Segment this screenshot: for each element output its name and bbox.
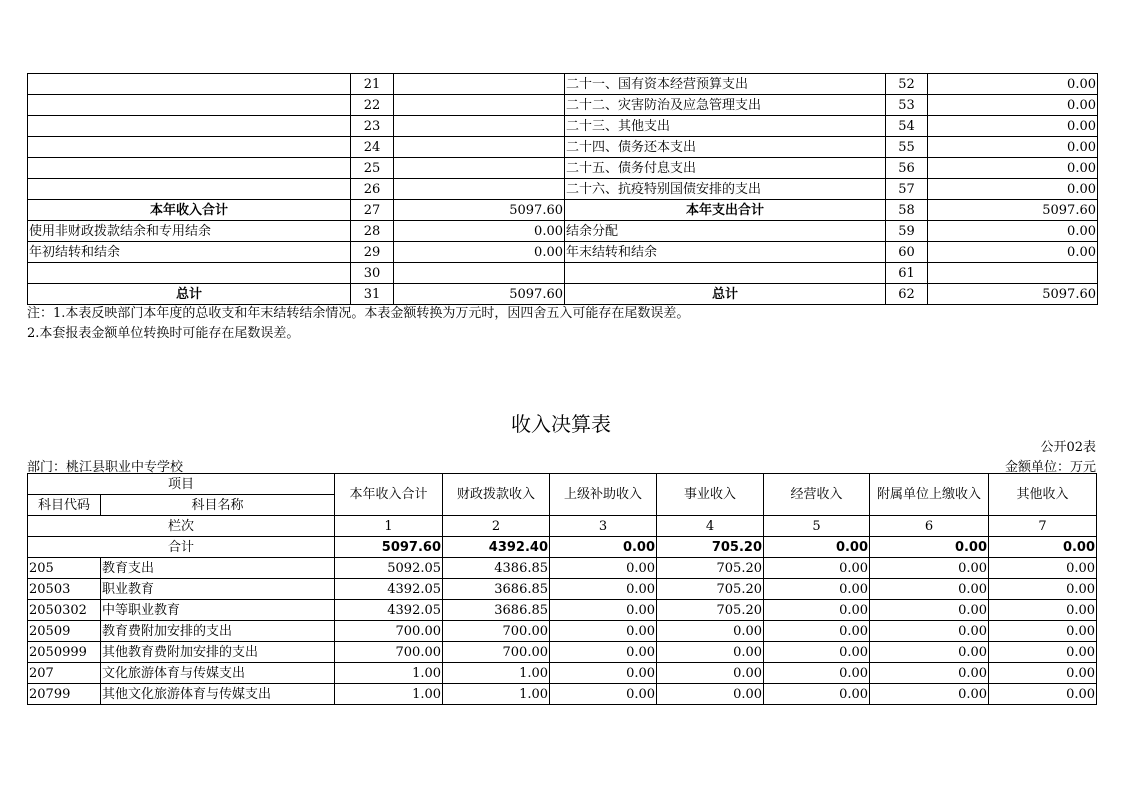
amount-cell: 0.00 — [764, 579, 870, 600]
line-number: 62 — [886, 284, 928, 305]
left-label: 总计 — [28, 284, 351, 305]
header-row-1 — [28, 474, 1097, 495]
right-label: 二十四、债务还本支出 — [565, 137, 886, 158]
subject-code: 2050302 — [28, 600, 101, 621]
col-num: 7 — [989, 516, 1097, 537]
total-value: 0.00 — [989, 537, 1097, 558]
subject-code: 205 — [28, 558, 101, 579]
amount-cell: 1.00 — [335, 663, 443, 684]
amount-cell: 0.00 — [870, 558, 989, 579]
column-number-row — [28, 516, 1097, 537]
total-value: 705.20 — [657, 537, 764, 558]
total-row — [28, 537, 1097, 558]
table-row — [28, 684, 1097, 705]
header-name: 科目名称 — [101, 495, 335, 516]
total-value: 4392.40 — [443, 537, 550, 558]
right-label: 本年支出合计 — [565, 200, 886, 221]
left-label — [28, 116, 351, 137]
line-number: 59 — [886, 221, 928, 242]
header-col-6: 附属单位上缴收入 — [870, 474, 989, 516]
col-num: 1 — [335, 516, 443, 537]
line-number: 52 — [886, 74, 928, 95]
table-row — [28, 663, 1097, 684]
table-row — [28, 158, 1098, 179]
right-amount: 0.00 — [928, 242, 1098, 263]
table-row — [28, 284, 1098, 305]
right-amount: 0.00 — [928, 158, 1098, 179]
left-amount — [394, 116, 565, 137]
amount-cell: 0.00 — [870, 600, 989, 621]
amount-cell: 0.00 — [764, 642, 870, 663]
table-row — [28, 74, 1098, 95]
left-label — [28, 74, 351, 95]
table-row — [28, 95, 1098, 116]
left-amount: 5097.60 — [394, 200, 565, 221]
subject-name: 教育支出 — [101, 558, 335, 579]
header-col-1: 本年收入合计 — [335, 474, 443, 516]
amount-cell: 0.00 — [989, 558, 1097, 579]
amount-cell: 0.00 — [550, 579, 657, 600]
amount-cell: 0.00 — [764, 663, 870, 684]
summary-table — [27, 73, 1098, 305]
amount-cell: 0.00 — [870, 621, 989, 642]
subject-name: 职业教育 — [101, 579, 335, 600]
right-amount: 0.00 — [928, 179, 1098, 200]
amount-cell: 705.20 — [657, 600, 764, 621]
right-amount: 5097.60 — [928, 284, 1098, 305]
table-row — [28, 200, 1098, 221]
right-label — [565, 263, 886, 284]
amount-cell: 4386.85 — [443, 558, 550, 579]
amount-cell: 0.00 — [870, 684, 989, 705]
amount-cell: 0.00 — [989, 600, 1097, 621]
line-number: 21 — [351, 74, 394, 95]
subject-code: 2050999 — [28, 642, 101, 663]
amount-cell: 0.00 — [550, 642, 657, 663]
line-number: 60 — [886, 242, 928, 263]
line-number: 24 — [351, 137, 394, 158]
amount-cell: 0.00 — [989, 642, 1097, 663]
department-label: 部门：桃江县职业中专学校 — [27, 460, 184, 475]
line-number: 29 — [351, 242, 394, 263]
left-label — [28, 179, 351, 200]
subject-code: 207 — [28, 663, 101, 684]
subject-name: 中等职业教育 — [101, 600, 335, 621]
line-number: 23 — [351, 116, 394, 137]
amount-cell: 0.00 — [657, 642, 764, 663]
subject-name: 其他教育费附加安排的支出 — [101, 642, 335, 663]
left-amount: 5097.60 — [394, 284, 565, 305]
left-amount — [394, 263, 565, 284]
left-label — [28, 137, 351, 158]
amount-cell: 0.00 — [550, 684, 657, 705]
subject-code: 20503 — [28, 579, 101, 600]
amount-cell: 700.00 — [335, 621, 443, 642]
amount-cell: 0.00 — [657, 684, 764, 705]
amount-cell: 0.00 — [989, 579, 1097, 600]
left-amount — [394, 137, 565, 158]
line-number: 56 — [886, 158, 928, 179]
left-label: 本年收入合计 — [28, 200, 351, 221]
line-number: 53 — [886, 95, 928, 116]
amount-cell: 0.00 — [989, 684, 1097, 705]
right-label: 二十一、国有资本经营预算支出 — [565, 74, 886, 95]
right-label: 二十三、其他支出 — [565, 116, 886, 137]
amount-cell: 700.00 — [335, 642, 443, 663]
left-label — [28, 263, 351, 284]
subject-code: 20509 — [28, 621, 101, 642]
left-amount — [394, 158, 565, 179]
right-label: 二十二、灾害防治及应急管理支出 — [565, 95, 886, 116]
right-amount — [928, 263, 1098, 284]
line-number: 57 — [886, 179, 928, 200]
col-num: 5 — [764, 516, 870, 537]
right-amount: 0.00 — [928, 116, 1098, 137]
amount-cell: 3686.85 — [443, 579, 550, 600]
table-row — [28, 600, 1097, 621]
table-row — [28, 558, 1097, 579]
line-number: 31 — [351, 284, 394, 305]
table-row — [28, 137, 1098, 158]
col-num: 2 — [443, 516, 550, 537]
amount-cell: 1.00 — [443, 684, 550, 705]
line-number: 58 — [886, 200, 928, 221]
amount-cell: 4392.05 — [335, 579, 443, 600]
col-num: 4 — [657, 516, 764, 537]
notes — [27, 304, 689, 344]
amount-cell: 0.00 — [764, 621, 870, 642]
amount-cell: 705.20 — [657, 558, 764, 579]
right-label: 二十五、债务付息支出 — [565, 158, 886, 179]
table-row — [28, 621, 1097, 642]
total-value: 0.00 — [550, 537, 657, 558]
subject-name: 文化旅游体育与传媒支出 — [101, 663, 335, 684]
form-code: 公开02表 — [1040, 440, 1096, 455]
amount-cell: 4392.05 — [335, 600, 443, 621]
line-number: 22 — [351, 95, 394, 116]
line-number: 28 — [351, 221, 394, 242]
header-col-3: 上级补助收入 — [550, 474, 657, 516]
col-num: 6 — [870, 516, 989, 537]
amount-cell: 0.00 — [870, 642, 989, 663]
amount-cell: 0.00 — [550, 600, 657, 621]
table-row — [28, 263, 1098, 284]
amount-cell: 1.00 — [335, 684, 443, 705]
left-amount — [394, 74, 565, 95]
right-amount: 0.00 — [928, 221, 1098, 242]
header-col-7: 其他收入 — [989, 474, 1097, 516]
left-label — [28, 158, 351, 179]
amount-cell: 0.00 — [764, 558, 870, 579]
right-amount: 0.00 — [928, 74, 1098, 95]
amount-cell: 0.00 — [764, 684, 870, 705]
left-label: 年初结转和结余 — [28, 242, 351, 263]
table-row — [28, 642, 1097, 663]
right-label: 二十六、抗疫特别国债安排的支出 — [565, 179, 886, 200]
subject-name: 教育费附加安排的支出 — [101, 621, 335, 642]
left-amount: 0.00 — [394, 242, 565, 263]
row-label: 栏次 — [28, 516, 335, 537]
table-row — [28, 221, 1098, 242]
table-row — [28, 116, 1098, 137]
income-table — [27, 473, 1097, 705]
header-col-2: 财政拨款收入 — [443, 474, 550, 516]
left-label: 使用非财政拨款结余和专用结余 — [28, 221, 351, 242]
right-amount: 0.00 — [928, 137, 1098, 158]
table-row — [28, 579, 1097, 600]
header-code: 科目代码 — [28, 495, 101, 516]
amount-cell: 0.00 — [657, 663, 764, 684]
unit-label: 金额单位：万元 — [1004, 460, 1096, 475]
line-number: 26 — [351, 179, 394, 200]
total-value: 0.00 — [870, 537, 989, 558]
left-amount — [394, 95, 565, 116]
total-value: 5097.60 — [335, 537, 443, 558]
line-number: 54 — [886, 116, 928, 137]
amount-cell: 5092.05 — [335, 558, 443, 579]
amount-cell: 0.00 — [657, 621, 764, 642]
amount-cell: 0.00 — [870, 579, 989, 600]
header-col-4: 事业收入 — [657, 474, 764, 516]
line-number: 25 — [351, 158, 394, 179]
amount-cell: 0.00 — [764, 600, 870, 621]
line-number: 55 — [886, 137, 928, 158]
amount-cell: 0.00 — [550, 558, 657, 579]
amount-cell: 1.00 — [443, 663, 550, 684]
header-col-5: 经营收入 — [764, 474, 870, 516]
amount-cell: 0.00 — [989, 663, 1097, 684]
right-label: 总计 — [565, 284, 886, 305]
note-line-1: 注：1.本表反映部门本年度的总收支和年末结转结余情况。本表金额转换为万元时，因四舍五入可能存在尾数误差。 — [27, 306, 690, 321]
amount-cell: 3686.85 — [443, 600, 550, 621]
amount-cell: 0.00 — [550, 663, 657, 684]
subject-code: 20799 — [28, 684, 101, 705]
amount-cell: 700.00 — [443, 621, 550, 642]
total-value: 0.00 — [764, 537, 870, 558]
note-line-2: 2.本套报表金额单位转换时可能存在尾数误差。 — [27, 326, 300, 341]
right-label: 结余分配 — [565, 221, 886, 242]
table-row — [28, 242, 1098, 263]
line-number: 61 — [886, 263, 928, 284]
col-num: 3 — [550, 516, 657, 537]
page-title: 收入决算表 — [511, 412, 611, 436]
amount-cell: 0.00 — [989, 621, 1097, 642]
amount-cell: 705.20 — [657, 579, 764, 600]
header-item: 项目 — [28, 474, 335, 495]
total-label: 合计 — [28, 537, 335, 558]
line-number: 30 — [351, 263, 394, 284]
line-number: 27 — [351, 200, 394, 221]
right-amount: 5097.60 — [928, 200, 1098, 221]
right-amount: 0.00 — [928, 95, 1098, 116]
amount-cell: 700.00 — [443, 642, 550, 663]
left-amount: 0.00 — [394, 221, 565, 242]
table-row — [28, 179, 1098, 200]
left-amount — [394, 179, 565, 200]
left-label — [28, 95, 351, 116]
subject-name: 其他文化旅游体育与传媒支出 — [101, 684, 335, 705]
amount-cell: 0.00 — [550, 621, 657, 642]
amount-cell: 0.00 — [870, 663, 989, 684]
right-label: 年末结转和结余 — [565, 242, 886, 263]
